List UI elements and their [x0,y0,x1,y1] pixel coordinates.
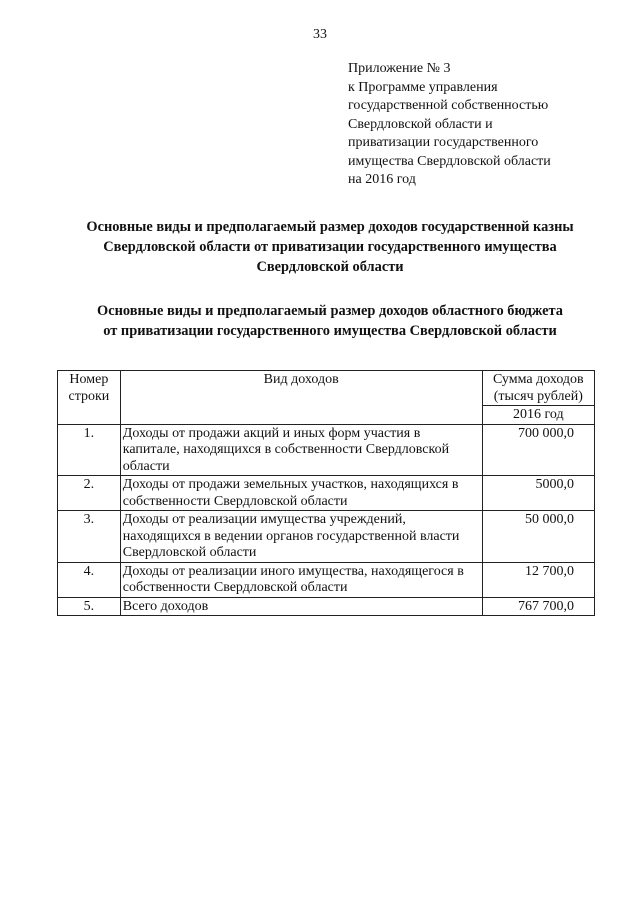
table-row [58,511,595,563]
row-number: 1. [58,424,121,476]
table-row-total [58,597,595,616]
title-line: Основные виды и предполагаемый размер доходов государственной казны [86,219,574,235]
row-type: Доходы от продажи земельных участков, находящихся в собственности Свердловской области [120,476,482,511]
header-year: 2016 год [482,406,594,425]
row-number: 3. [58,511,121,563]
row-type: Доходы от продажи акций и иных форм участия в капитале, находящихся в собственности Свердловской области [120,424,482,476]
row-number: 4. [58,562,121,597]
row-sum: 700 000,0 [482,424,594,476]
row-sum: 5000,0 [482,476,594,511]
header-sum: Сумма доходов (тысяч рублей) [482,371,594,406]
appendix-line: Свердловской области и [348,116,493,132]
row-number: 5. [58,597,121,616]
row-sum: 767 700,0 [482,597,594,616]
appendix-line: Приложение № 3 [348,61,451,76]
table-row [58,562,595,597]
appendix-line: приватизации государственного [348,135,539,150]
row-sum: 12 700,0 [482,562,594,597]
title-line: Свердловской области [256,259,404,275]
appendix-note [348,60,618,190]
header-type: Вид доходов [120,371,482,425]
table-header-row [58,371,595,406]
appendix-line: к Программе управления [348,79,498,95]
appendix-line: на 2016 год [348,172,416,187]
row-type: Доходы от реализации иного имущества, находящегося в собственности Свердловской области [120,562,482,597]
document-title [40,217,620,277]
row-sum: 50 000,0 [482,511,594,563]
appendix-line: имущества Свердловской области [348,153,551,169]
row-type: Доходы от реализации имущества учреждений, находящихся в ведении органов государственной власти Свердловской области [120,511,482,563]
table-row [58,476,595,511]
section-title [40,301,620,341]
table-row [58,424,595,476]
page-number: 33 [313,27,327,42]
title-line: от приватизации государственного имущества Свердловской области [103,323,557,339]
row-type: Всего доходов [120,597,482,616]
header-number: Номер строки [58,371,121,425]
appendix-line: государственной собственностью [348,98,549,113]
title-line: Свердловской области от приватизации государственного имущества [103,239,557,255]
title-line: Основные виды и предполагаемый размер доходов областного бюджета [97,303,563,319]
row-number: 2. [58,476,121,511]
income-table [57,370,595,616]
